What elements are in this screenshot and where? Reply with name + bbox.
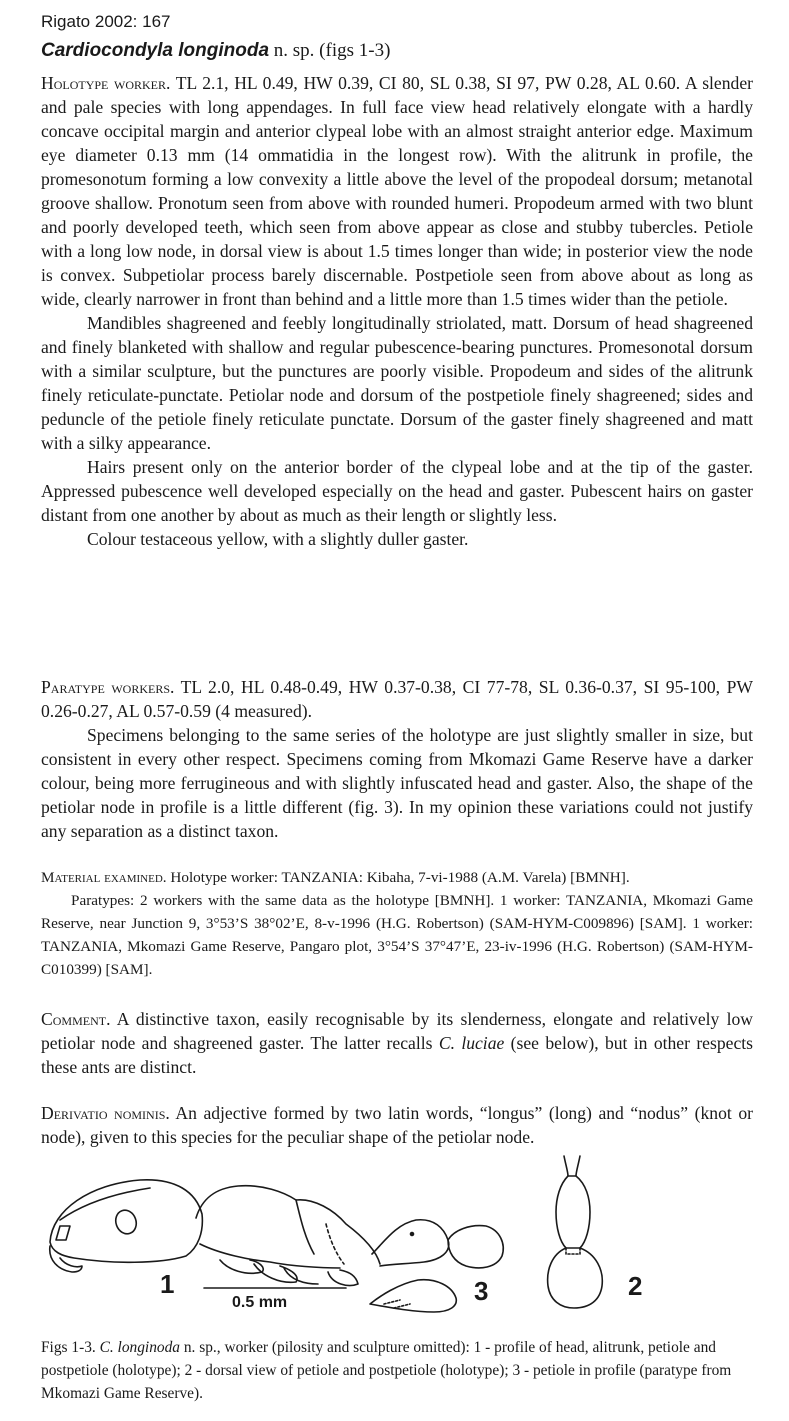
comment-heading: Comment. [41, 1009, 111, 1029]
material-text: Holotype worker: TANZANIA: Kibaha, 7-vi-1988 (A.M. Varela) [BMNH]. [166, 869, 630, 886]
material-section [41, 866, 753, 981]
species-suffix: n. sp. (figs 1-3) [269, 40, 391, 61]
page-reference: Rigato 2002: 167 [41, 12, 171, 31]
profile-drawing [50, 1180, 503, 1286]
caption-rest: n. sp., worker (pilosity and sculpture omitted): 1 - profile of head, alitrunk, petiole and postpetiole (holotype); 2 - dorsal view of petiole and postpetiole (holotype); 3 - petiole in profile (paratype from Mkomazi Game Reserve). [41, 1339, 732, 1402]
dorsal-drawing [548, 1156, 603, 1308]
paratype-variation-paragraph: Specimens belonging to the same series of the holotype are just slightly smaller in size, but consistent in every other respect. Specimens coming from Mkomazi Game Reserve have a darker colour, being more ferrugineous and with slightly infuscated head and gaster. Also, the shape of the petiolar node in profile is a little different (fig. 3). In my opinion these variations could not justify any separation as a distinct taxon. [41, 725, 753, 841]
sculpture-paragraph: Mandibles shagreened and feebly longitudinally striolated, matt. Dorsum of head shagreened and finely blanketed with shallow and regular pubescence-bearing punctures. Promesonotal dorsum with a similar sculpture, but the punctures are poorly visible. Propodeum and sides of the alitrunk finely reticulate-punctate. Petiolar node and dorsum of the postpetiole finely shagreened; sides and peduncle of the petiole finely reticulate punctate. Dorsum of the gaster finely shagreened and matt with a silky appearance. [41, 313, 753, 453]
figure-caption [41, 1336, 757, 1405]
paratype-heading: Paratype workers. [41, 677, 175, 697]
comment-text-a: A distinctive taxon, easily recognisable by its slenderness, elongate and relatively low petiolar node and shagreened gaster. The latter recalls [41, 1009, 753, 1053]
colour-paragraph: Colour testaceous yellow, with a slightly duller gaster. [87, 529, 469, 549]
scale-label: 0.5 mm [232, 1294, 288, 1311]
figure-label-3: 3 [474, 1276, 489, 1306]
species-name: Cardiocondyla longinoda [41, 40, 270, 61]
holotype-section [41, 71, 753, 551]
figure [0, 1136, 789, 1336]
paratype-paragraph [41, 675, 753, 723]
paratypes-paragraph: Paratypes: 2 workers with the same data as the holotype [BMNH]. 1 worker: TANZANIA, Mkomazi Game Reserve, near Junction 9, 3°53’S 38°02’E, 8-v-1996 (H.G. Robertson) (SAM-HYM-C009896) [SAM]. 1 worker: TANZANIA, Mkomazi Game Reserve, Pangaro plot, 3°54’S 37°47’E, 23-iv-1996 (H.G. Robertson) (SAM-HYM-C010399) [SAM]. [41, 892, 753, 978]
caption-start: Figs 1-3. [41, 1339, 100, 1356]
pilosity-paragraph: Hairs present only on the anterior border of the clypeal lobe and at the tip of the gaster. Appressed pubescence well developed especially on the head and gaster. Pubescent hairs on gaster distant from one another by about as much as their length or slightly less. [41, 457, 753, 525]
derivatio-text: An adjective formed by two latin words, “longus” (long) and “nodus” (knot or node), given to this species for the peculiar shape of the petiolar node. [41, 1103, 753, 1147]
figure-label-2: 2 [628, 1271, 643, 1301]
comment-taxon: C. luciae [438, 1033, 505, 1053]
species-title [41, 40, 390, 62]
comment-text-b: (see below), but in other respects these ants are distinct. [41, 1033, 753, 1077]
paratype-text: TL 2.0, HL 0.48-0.49, HW 0.37-0.38, CI 77-78, SL 0.36-0.37, SI 95-100, PW 0.26-0.27, AL 0.57-0.59 (4 measured). [41, 677, 753, 721]
ant-drawings [0, 1136, 789, 1336]
comment-section [41, 1007, 753, 1079]
comment-paragraph [41, 1007, 753, 1079]
holotype-text: TL 2.1, HL 0.49, HW 0.39, CI 80, SL 0.38, SI 97, PW 0.28, AL 0.60. A slender and pale species with long appendages. In full face view head relatively elongate with a hardly concave occipital margin and anterior clypeal lobe with an almost straight anterior edge. Maximum eye diameter 0.13 mm (14 ommatidia in the longest row). With the alitrunk in profile, the promesonotum forming a low convexity a little above the level of the propodeal dorsum; metanotal groove shallow. Pronotum seen from above with rounded humeri. Propodeum armed with two blunt and poorly developed teeth, which seen from above appear as close and stubby tubercles. Petiole with a long low node, in dorsal view is about 1.5 times longer than wide; in posterior view the node is convex. Subpetiolar process barely discernable. Postpetiole seen from above about as long as wide, clearly narrower in front than behind and a little more than 1.5 times wider than the petiole. [41, 73, 753, 309]
holotype-paragraph [41, 71, 753, 311]
caption-taxon: C. longinoda [99, 1339, 180, 1356]
paratype-section [41, 675, 753, 843]
petiole-drawing [370, 1280, 456, 1312]
derivatio-heading: Derivatio nominis. [41, 1103, 170, 1123]
material-paragraph [41, 866, 753, 889]
figure-label-1: 1 [160, 1269, 175, 1299]
material-heading: Material examined. [41, 869, 167, 886]
holotype-heading: Holotype worker. [41, 73, 171, 93]
